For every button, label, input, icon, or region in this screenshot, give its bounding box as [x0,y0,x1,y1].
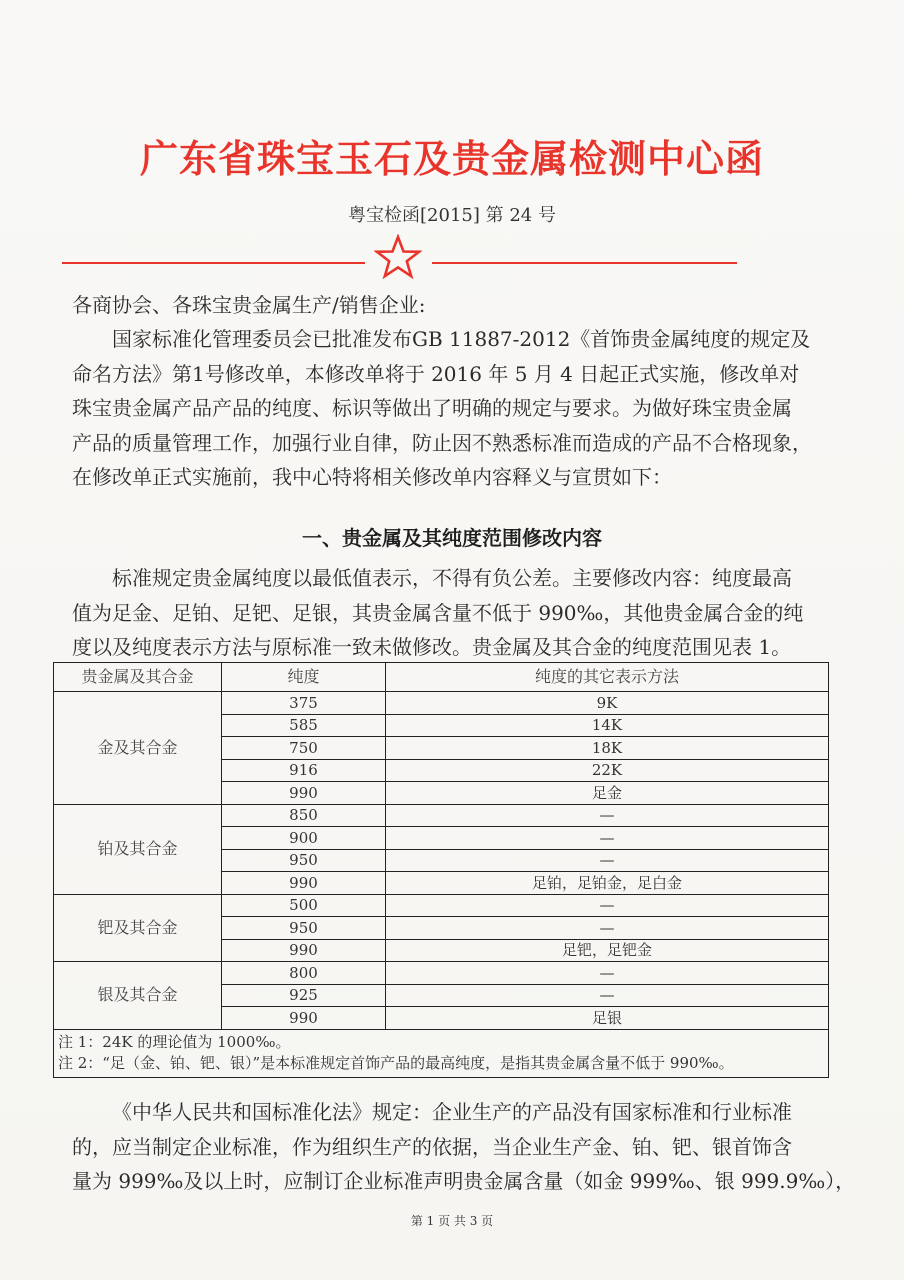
table-note: 注 1：24K 的理论值为 1000‰。 [58,1032,291,1051]
alt-notation-cell: — [386,894,829,917]
header-purity: 纯度 [222,663,386,692]
alt-notation-cell: — [386,827,829,850]
table-notes-row [54,1029,829,1077]
law-line: 的，应当制定企业标准，作为组织生产的依据，当企业生产金、铂、钯、银首饰含 [72,1135,792,1159]
purity-cell: 750 [222,737,386,760]
table-row [54,804,829,827]
section-heading: 一、贵金属及其纯度范围修改内容 [302,526,602,550]
alt-notation-cell: — [386,804,829,827]
metal-group-label: 金及其合金 [54,692,222,805]
intro-line: 珠宝贵金属产品产品的纯度、标识等做出了明确的规定与要求。为做好珠宝贵金属 [72,396,792,420]
header-alt-notation: 纯度的其它表示方法 [386,663,829,692]
purity-cell: 916 [222,759,386,782]
alt-notation-cell: 足铂，足铂金，足白金 [386,872,829,895]
intro-line: 产品的质量管理工作，加强行业自律，防止因不熟悉标准而造成的产品不合格现象， [72,431,812,455]
metal-group-label: 铂及其合金 [54,804,222,894]
alt-notation-cell: 足钯，足钯金 [386,939,829,962]
table-notes [54,1029,829,1077]
alt-notation-cell: 足金 [386,782,829,805]
table-row [54,692,829,715]
purity-cell: 925 [222,984,386,1007]
purity-cell: 375 [222,692,386,715]
letterhead-title: 广东省珠宝玉石及贵金属检测中心函 [139,137,764,181]
alt-notation-cell: — [386,917,829,940]
alt-notation-cell: 18K [386,737,829,760]
alt-notation-cell: 22K [386,759,829,782]
purity-cell: 950 [222,849,386,872]
star-outline-icon [374,234,422,280]
intro-line: 命名方法》第1号修改单，本修改单将于 2016 年 5 月 4 日起正式实施，修改单对 [72,362,800,386]
purity-cell: 585 [222,714,386,737]
metal-group-label: 银及其合金 [54,962,222,1030]
law-line: 《中华人民共和国标准化法》规定：企业生产的产品没有国家标准和行业标准 [112,1100,792,1124]
purity-cell: 990 [222,1007,386,1030]
law-line: 量为 999‰及以上时，应制订企业标准声明贵金属含量（如金 999‰、银 999.9‰）， [72,1169,856,1193]
table-header-row [54,663,829,692]
intro-line: 国家标准化管理委员会已批准发布GB 11887-2012《首饰贵金属纯度的规定及 [112,327,811,351]
alt-notation-cell: — [386,849,829,872]
intro-line: 在修改单正式实施前，我中心特将相关修改单内容释义与宣贯如下： [72,465,672,489]
alt-notation-cell: 足银 [386,1007,829,1030]
salutation: 各商协会、各珠宝贵金属生产/销售企业: [72,293,426,317]
purity-cell: 850 [222,804,386,827]
alt-notation-cell: 9K [386,692,829,715]
table-note: 注 2：“足（金、铂、钯、银）”是本标准规定首饰产品的最高纯度，是指其贵金属含量不低于 990‰。 [58,1053,734,1072]
letterhead-divider-right [432,262,737,264]
purity-cell: 950 [222,917,386,940]
section1-line: 度以及纯度表示方法与原标准一致未做修改。贵金属及其合金的纯度范围见表 1。 [72,635,792,659]
purity-cell: 900 [222,827,386,850]
purity-cell: 990 [222,939,386,962]
section1-line: 值为足金、足铂、足钯、足银，其贵金属含量不低于 990‰，其他贵金属合金的纯 [72,601,804,625]
table-row [54,894,829,917]
alt-notation-cell: — [386,984,829,1007]
table-row [54,962,829,985]
purity-cell: 990 [222,872,386,895]
purity-cell: 500 [222,894,386,917]
page-indicator: 第 1 页 共 3 页 [410,1214,494,1228]
section1-line: 标准规定贵金属纯度以最低值表示，不得有负公差。主要修改内容：纯度最高 [112,566,792,590]
alt-notation-cell: 14K [386,714,829,737]
document-number: 粤宝检函[2015] 第 24 号 [348,205,556,226]
purity-cell: 800 [222,962,386,985]
purity-table [53,662,829,1078]
header-metal: 贵金属及其合金 [54,663,222,692]
letterhead-divider-left [62,262,365,264]
purity-cell: 990 [222,782,386,805]
metal-group-label: 钯及其合金 [54,894,222,962]
alt-notation-cell: — [386,962,829,985]
